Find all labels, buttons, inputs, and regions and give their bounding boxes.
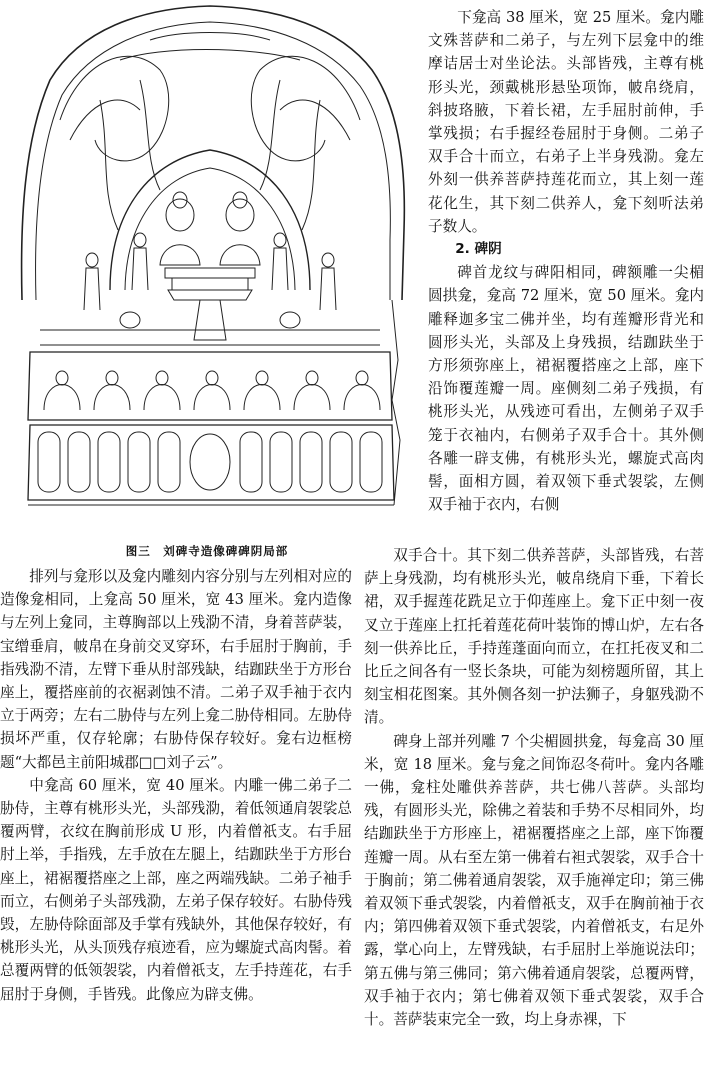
paragraph: 排列与龛形以及龛内雕刻内容分别与左列相对应的造像龛相同，上龛高 50 厘米，宽 43 厘米。龛内造像与左列上龛同，主尊胸部以上残泐不清，身着菩萨装，宝缯垂肩，帔帛在身前交叉穿环，右手屈肘于胸前，手指残泐不清，左臂下垂从肘部残缺，结跏趺坐于方形台座上，覆搭座前的衣裾剥蚀不清。二弟子双手袖于衣内立于两旁；左右二胁侍与左列上龛二胁侍相同。左胁侍损坏严重，仅存轮廓；右胁侍保存较好。龛右边框榜题“大都邑主前阳城郡□□刘子云”。 [0, 568, 352, 771]
text-column-right-bottom [364, 544, 704, 1031]
paragraph: 中龛高 60 厘米，宽 40 厘米。内雕一佛二弟子二胁侍，主尊有桃形头光，头部残泐，着低领通肩袈裟总覆两臂，衣纹在胸前形成 U 形，内着僧祇支。右手屈肘上举，手指残，左手放在左腿上，结跏趺坐于方形台座上，裙裾覆搭座之上部，座之两端残缺。二弟子袖手而立，右侧弟子头部残泐，左弟子保存较好。右胁侍残毁，左胁侍除面部及手掌有残缺外，其他保存较好，有桃形头光，从头顶残存痕迹看，应为螺旋式高肉髻。着总覆两臂的低领袈裟，内着僧祇支，左手持莲花，右手屈肘于身侧，手皆残。此像应为辟支佛。 [0, 776, 352, 1003]
text-column-right-top [428, 6, 704, 516]
stele-drawing [0, 0, 414, 535]
paragraph: 碑首龙纹与碑阳相同，碑额雕一尖楣圆拱龛，龛高 72 厘米，宽 50 厘米。龛内雕释迦多宝二佛并坐，均有莲瓣形背光和圆形头光，头部及上身残损，结跏趺坐于方形须弥座上，裙裾覆搭座之上部，座下沿饰覆莲瓣一周。座侧刻二弟子残损，有桃形头光，从残迹可看出，左侧弟子双手笼于衣袖内，右侧弟子双手合十。其外侧各雕一辟支佛，有桃形头光，螺旋式高肉髻，面相方圆，着双领下垂式袈裟，左侧双手袖于衣内，右侧 [428, 264, 704, 514]
paragraph: 碑身上部并列雕 7 个尖楣圆拱龛，每龛高 30 厘米，宽 18 厘米。龛与龛之间饰忍冬荷叶。龛内各雕一佛，龛柱处雕供养菩萨，共七佛八菩萨。头部均残，有圆形头光，除佛之着装和手势不尽相同外，均结跏趺坐于方形座上，裙裾覆搭座之上部，座下饰覆莲瓣一周。从右至左第一佛着右袒式袈裟，双手合十于胸前；第二佛着通肩袈裟，双手施禅定印；第三佛着双领下垂式袈裟，内着僧祇支，双手在胸前袖于衣内；第四佛着双领下垂式袈裟，内着僧祇支，右足外露，掌心向上，左臂残缺，右手屈肘上举施说法印；第五佛与第三佛同；第六佛着通肩袈裟，总覆两臂，双手袖于衣内；第七佛着双领下垂式袈裟，双手合十。菩萨装束完全一致，均上身赤裸，下 [364, 732, 704, 1029]
paragraph: 双手合十。其下刻二供养菩萨，头部皆残，右菩萨上身残泐，均有桃形头光，帔帛绕肩下垂，下着长裙，双手握莲花跣足立于仰莲座上。龛下正中刻一夜叉立于莲座上扛托着莲花荷叶装饰的博山炉，左右各刻一供养比丘，手持莲蓬面向而立，在扛托夜叉和二比丘之间各有一竖长条块，可能为刻榜题所留，其上刻宝相花图案。其外侧各刻一护法狮子，身躯残泐不清。 [364, 547, 704, 727]
section-heading: 2. 碑阴 [455, 241, 502, 258]
figure-caption: 图三 刘碑寺造像碑碑阴局部 [125, 544, 289, 558]
text-column-left [0, 565, 352, 1006]
paragraph: 下龛高 38 厘米，宽 25 厘米。龛内雕文殊菩萨和二弟子，与左列下层龛中的维摩诘居士对坐论法。头部皆残，主尊有桃形头光，颈戴桃形悬坠项饰，帔帛绕肩，斜披珞腋，下着长裙，左手屈肘前伸，手掌残损；右手握经卷屈肘于身侧。二弟子双手合十而立，右弟子上半身残泐。龛左外刻一供养菩萨持莲花而立，其上刻一莲花化生，其下刻二供养人，龛下刻听法弟子数人。 [428, 9, 704, 235]
